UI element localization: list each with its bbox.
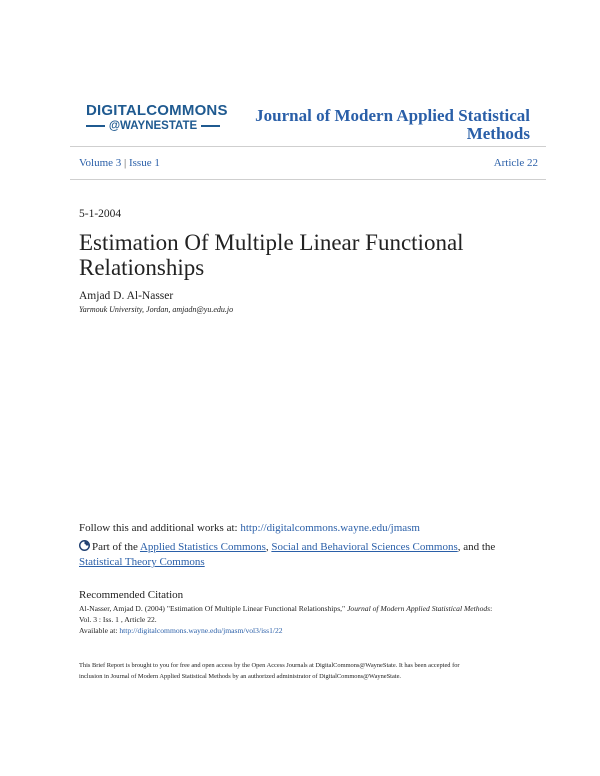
logo-text-waynestate: @WAYNESTATE <box>108 120 198 132</box>
paper-title <box>79 230 509 280</box>
citation-journal: Journal of Modern Applied Statistical Methods <box>347 604 491 613</box>
logo-text-digitalcommons: DIGITALCOMMONS <box>86 102 228 119</box>
volume-issue-separator: | <box>124 157 127 169</box>
volume-link[interactable]: Volume 3 <box>79 157 122 169</box>
applied-statistics-commons-link[interactable]: Applied Statistics Commons <box>139 541 266 553</box>
follow-line <box>79 522 420 534</box>
paper-title-line2: Relationships <box>79 255 205 280</box>
statistical-theory-commons-link[interactable]: Statistical Theory Commons <box>79 556 205 568</box>
publication-date: 5-1-2004 <box>79 208 122 220</box>
header-divider <box>70 146 546 147</box>
citation-volume-line: Vol. 3 : Iss. 1 , Article 22. <box>79 615 157 624</box>
logo-subline <box>86 120 220 132</box>
logo-rule-left <box>86 125 105 126</box>
footer-line2: inclusion in Journal of Modern Applied Statistical Methods by an authorized administrator of DigitalCommons@WayneState. <box>79 673 402 680</box>
and-the-text: , and the <box>457 541 496 553</box>
journal-title-link[interactable] <box>230 107 530 143</box>
citation-url-link[interactable]: http://digitalcommons.wayne.edu/jmasm/vol3/iss1/22 <box>119 626 283 635</box>
social-behavioral-sciences-commons-link[interactable]: Social and Behavioral Sciences Commons <box>271 541 458 553</box>
part-of-commons <box>79 540 529 570</box>
follow-text: Follow this and additional works at: <box>79 522 241 534</box>
volume-issue-line <box>79 157 160 169</box>
citation-part2: : <box>490 604 493 613</box>
journal-title-line1: Journal of Modern Applied Statistical <box>255 106 530 125</box>
recommended-citation-heading: Recommended Citation <box>79 589 184 601</box>
issue-divider <box>70 179 546 180</box>
issue-link[interactable]: Issue 1 <box>128 157 160 169</box>
paper-title-line1: Estimation Of Multiple Linear Functional <box>79 230 464 255</box>
open-access-icon <box>79 540 90 551</box>
partof-prefix: Part of the <box>92 541 140 553</box>
author-affiliation: Yarmouk University, Jordan, amjadn@yu.edu.jo <box>79 305 234 314</box>
follow-url-link[interactable]: http://digitalcommons.wayne.edu/jmasm <box>240 522 420 534</box>
footer-line1: This Brief Report is brought to you for free and open access by the Open Access Journals at DigitalCommons@WayneState. It has been accepted for <box>79 662 460 669</box>
journal-title-line2: Methods <box>466 124 530 143</box>
logo-rule-right <box>201 125 220 126</box>
available-at-label: Available at: <box>79 626 120 635</box>
article-number-link[interactable]: Article 22 <box>493 157 538 169</box>
citation-part1: Al-Nasser, Amjad D. (2004) "Estimation Of Multiple Linear Functional Relationships," <box>79 604 348 613</box>
footer-note <box>79 660 539 682</box>
citation-text <box>79 603 539 636</box>
author-name: Amjad D. Al-Nasser <box>79 290 174 302</box>
comma-separator: , <box>265 541 272 553</box>
digitalcommons-logo[interactable] <box>86 102 228 132</box>
